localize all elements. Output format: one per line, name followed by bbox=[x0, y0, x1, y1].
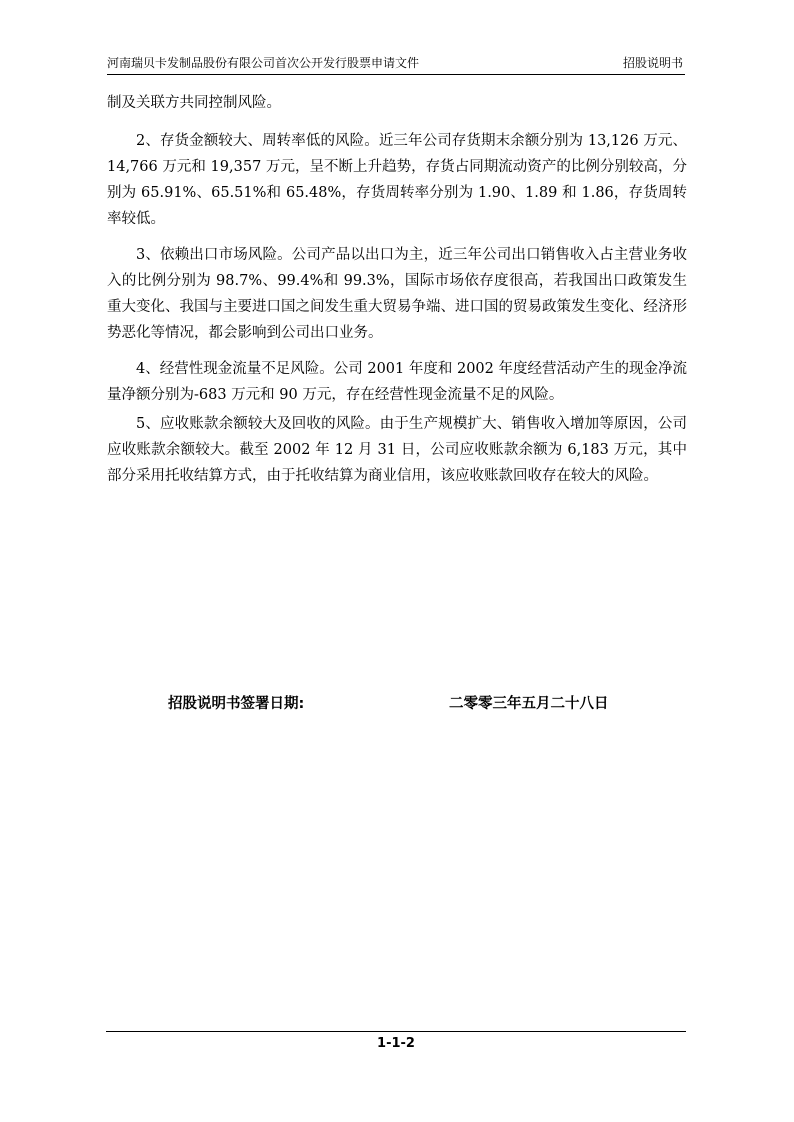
footer-divider bbox=[106, 1031, 686, 1032]
signature-date-label: 招股说明书签署日期: bbox=[168, 696, 305, 712]
risk-paragraph-inventory: 2、存货金额较大、周转率低的风险。近三年公司存货期末余额分别为 13,126 万元、14,766 万元和 19,357 万元，呈不断上升趋势，存货占同期流动资产的比例分别较高，分别为 65.91%、65.51%和 65.48%，存货周转率分别为 1.90、1.89 和 1.86，存货周转率较低。 bbox=[107, 133, 687, 227]
document-body bbox=[107, 90, 687, 489]
header-document-title: 河南瑞贝卡发制品股份有限公司首次公开发行股票申请文件 bbox=[107, 56, 420, 70]
header-section-name: 招股说明书 bbox=[622, 56, 683, 70]
continuation-paragraph: 制及关联方共同控制风险。 bbox=[107, 95, 281, 111]
risk-paragraph-receivables: 5、应收账款余额较大及回收的风险。由于生产规模扩大、销售收入增加等原因，公司应收账款余额较大。截至 2002 年 12 月 31 日，公司应收账款余额为 6,183 万元，其中部分采用托收结算方式，由于托收结算为商业信用，该应收账款回收存在较大的风险。 bbox=[107, 416, 687, 484]
signature-date-value: 二零零三年五月二十八日 bbox=[449, 696, 609, 712]
page-header bbox=[107, 52, 685, 75]
risk-paragraph-export: 3、依赖出口市场风险。公司产品以出口为主，近三年公司出口销售收入占主营业务收入的比例分别为 98.7%、99.4%和 99.3%，国际市场依存度很高，若我国出口政策发生重大变化、我国与主要进口国之间发生重大贸易争端、进口国的贸易政策发生变化、经济形势恶化等情况，都会影响到公司出口业务。 bbox=[107, 247, 687, 341]
risk-paragraph-cash-flow: 4、经营性现金流量不足风险。公司 2001 年度和 2002 年度经营活动产生的现金净流量净额分别为-683 万元和 90 万元，存在经营性现金流量不足的风险。 bbox=[107, 361, 687, 403]
page-number: 1-1-2 bbox=[377, 1036, 415, 1051]
